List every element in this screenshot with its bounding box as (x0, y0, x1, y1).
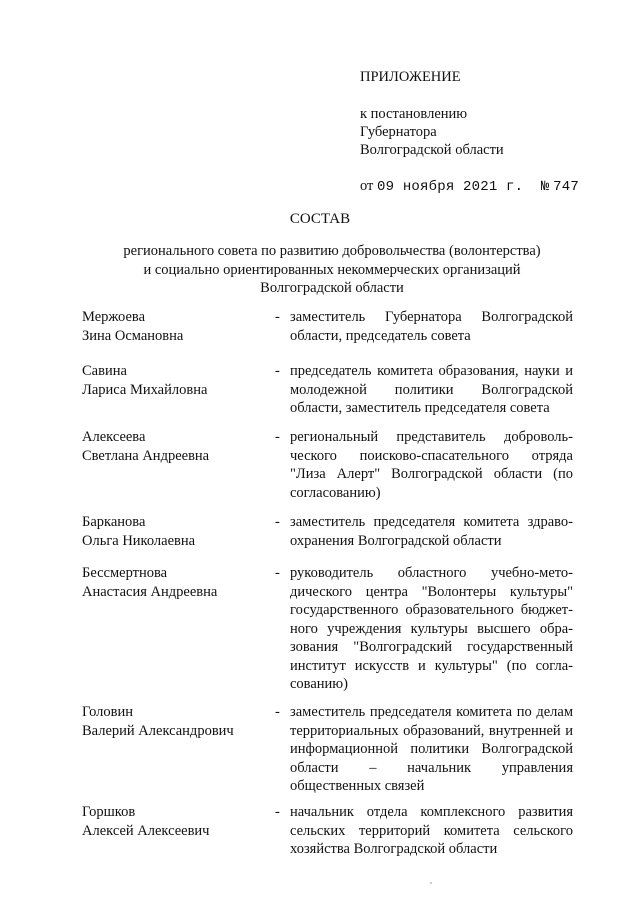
scan-speck (430, 882, 432, 884)
date-value: 09 ноября 2021 г. (377, 179, 524, 195)
member-surname: Бессмертнова (82, 565, 168, 581)
number-prefix: № (540, 179, 550, 195)
member-surname: Мержоева (82, 309, 145, 325)
member-given-names: Лариса Михайловна (82, 381, 208, 398)
member-dash: - (275, 565, 280, 581)
decree-date-line (360, 177, 579, 197)
member-surname: Барканова (82, 514, 146, 530)
decree-number: 747 (553, 179, 579, 195)
member-name (82, 362, 262, 399)
member-role: начальник отдела комплексного развития сельских территорий комитета сельского хозяйства Волгоградской области (290, 804, 573, 857)
member-given-names: Алексей Алексеевич (82, 822, 210, 839)
document-subtitle (0, 242, 640, 298)
member-name (82, 308, 262, 345)
member-role: заместитель председателя комитета здравоохранения Волгоградской области (290, 514, 573, 549)
member-dash: - (275, 363, 280, 379)
member-given-names: Ольга Николаевна (82, 532, 196, 549)
document-title: СОСТАВ (289, 211, 351, 227)
member-given-names: Валерий Александрович (82, 722, 234, 739)
subtitle-line-2: и социально ориентированных некоммерческих организаций (143, 261, 521, 278)
member-role: руководитель областного учебно-методического центра "Волонтеры культуры" государственного образовательного бюджетного учреждения культуры высшего образования "Волгоградский государственный институт искусств и культуры" (по согласованию) (290, 565, 573, 692)
member-surname: Головин (82, 704, 134, 720)
appendix-title: ПРИЛОЖЕНИЕ (360, 69, 461, 85)
member-role: председатель комитета образования, науки и молодежной политики Волгоградской области, заместитель председателя совета (290, 363, 573, 416)
appendix-line-3: Волгоградской области (360, 142, 504, 158)
member-role: заместитель председателя комитета по делам территориальных образований, внутренней и информационной политики Волгоградской области – начальник управления общественных связей (290, 704, 573, 794)
member-dash: - (275, 804, 280, 820)
subtitle-line-3: Волгоградской области (260, 280, 404, 296)
member-dash: - (275, 429, 280, 445)
date-prefix: от (360, 178, 374, 194)
member-dash: - (275, 309, 280, 325)
member-dash: - (275, 514, 280, 530)
member-name (82, 428, 262, 465)
member-dash: - (275, 704, 280, 720)
member-name (82, 513, 262, 550)
member-name (82, 803, 262, 840)
member-name (82, 703, 262, 740)
member-given-names: Анастасия Андреевна (82, 583, 218, 600)
member-given-names: Светлана Андреевна (82, 447, 210, 464)
appendix-line-1: к постановлению (360, 106, 468, 122)
member-surname: Савина (82, 363, 127, 379)
member-role: заместитель Губернатора Волгоградской области, председатель совета (290, 309, 573, 344)
appendix-line-2: Губернатора (360, 124, 437, 140)
member-name (82, 564, 262, 601)
member-surname: Горшков (82, 804, 136, 820)
member-given-names: Зина Османовна (82, 327, 184, 344)
subtitle-line-1: регионального совета по развитию добровольчества (волонтерства) (123, 243, 541, 259)
member-role: региональный представитель добровольческого поисково-спасательного отряда "Лиза Алерт" Волгоградской области (по согласованию) (290, 429, 573, 501)
member-surname: Алексеева (82, 429, 146, 445)
